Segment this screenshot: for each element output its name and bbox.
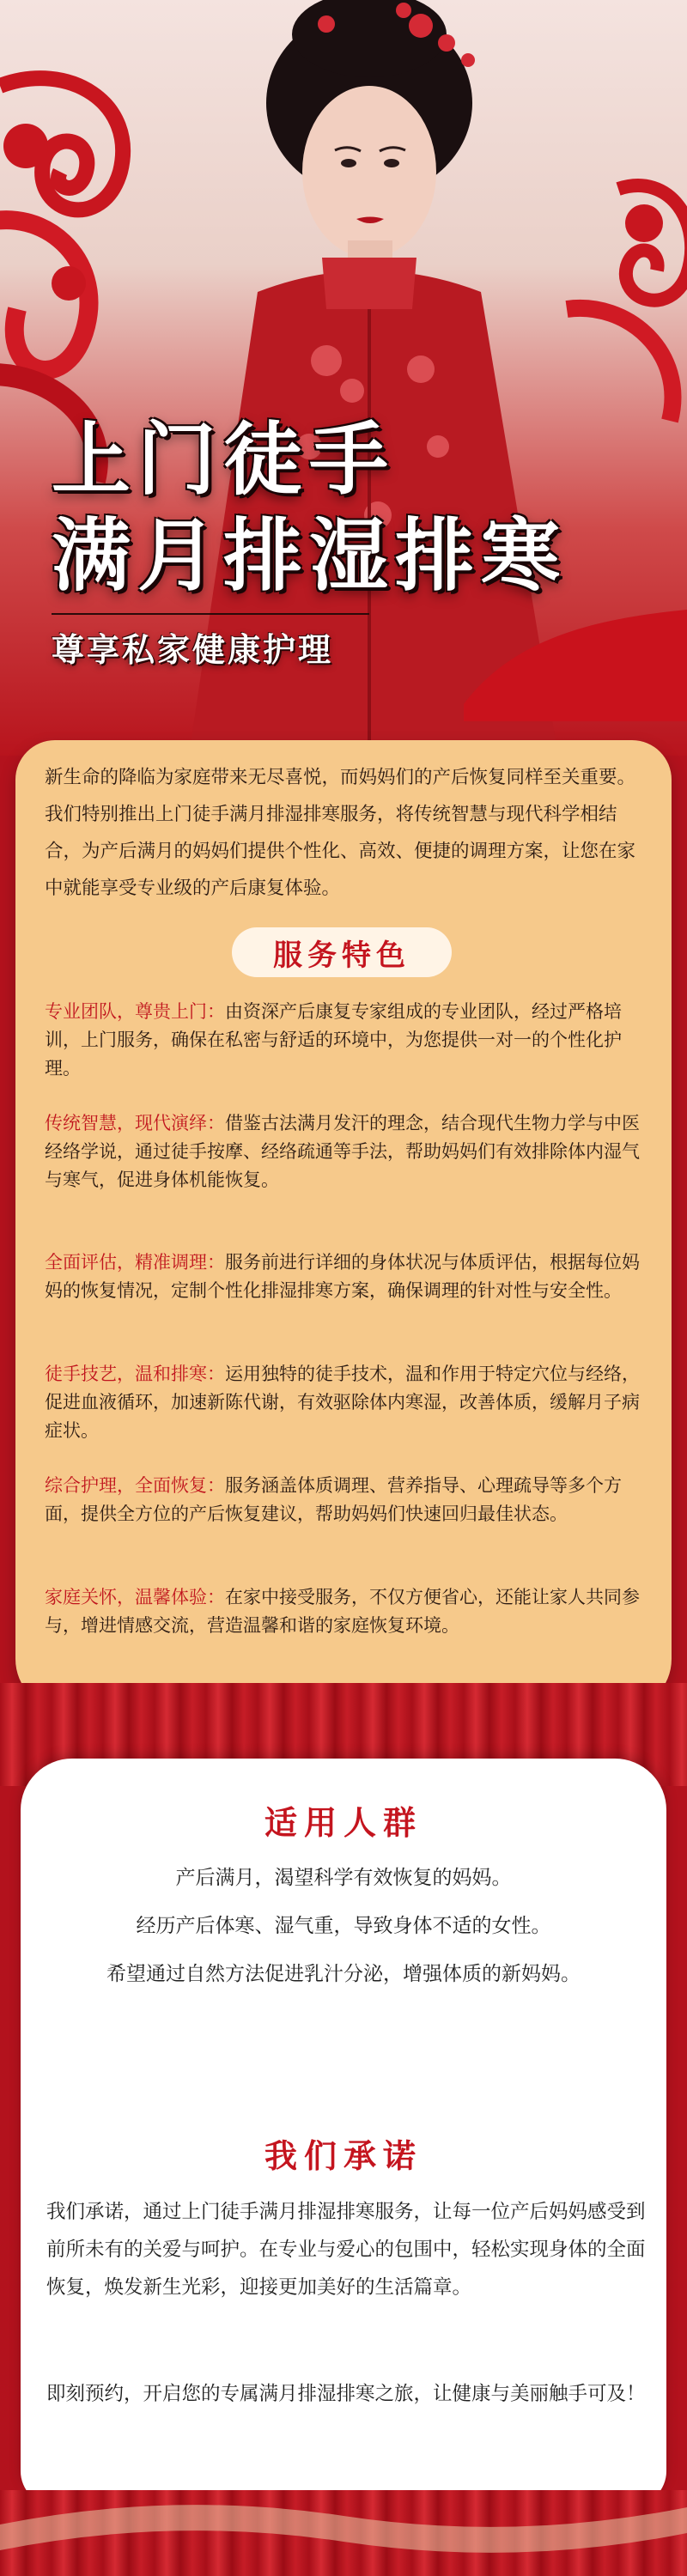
- feature-text: 借鉴古法满月发汗的理念，结合现代生物力学与中医经络学说，通过徒手按摩、经络疏通等手法，帮助妈妈们有效排除体内湿气与寒气，促进身体机能恢复。: [45, 1113, 640, 1190]
- feature-text: 服务涵盖体质调理、营养指导、心理疏导等多个方面，提供全方位的产后恢复建议，帮助妈妈们快速回归最佳状态。: [45, 1475, 622, 1524]
- feature-text: 运用独特的徒手技术，温和作用于特定穴位与经络，促进血液循环，加速新陈代谢，有效驱除体内寒湿，改善体质，缓解月子病症状。: [45, 1364, 640, 1441]
- footer-wave-decoration: [0, 2473, 687, 2576]
- features-title: 服务特色: [232, 927, 452, 977]
- feature-name: 徒手技艺，温和排寒：: [45, 1364, 225, 1384]
- feature-item: [45, 1360, 646, 1445]
- feature-name: 综合护理，全面恢复：: [45, 1475, 225, 1496]
- feature-text: 由资深产后康复专家组成的专业团队，经过严格培训，上门服务，确保在私密与舒适的环境中，为您提供一对一的个性化护理。: [45, 1001, 622, 1078]
- hero-title-line2: 满月排湿排寒: [52, 510, 568, 602]
- feature-name: 家庭关怀，温馨体验：: [45, 1587, 225, 1607]
- promise-title: 我们承诺: [264, 2137, 423, 2175]
- promise-paragraph: 我们承诺，通过上门徒手满月排湿排寒服务，让每一位产后妈妈感受到前所未有的关爱与呵护。在专业与爱心的包围中，轻松实现身体的全面恢复，焕发新生光彩，迎接更加美好的生活篇章。: [46, 2201, 646, 2299]
- feature-item: [45, 1583, 646, 1640]
- feature-item: [45, 1109, 646, 1194]
- feature-item: [45, 1249, 646, 1305]
- intro-card: [15, 740, 672, 1710]
- feature-name: 全面评估，精准调理：: [45, 1252, 225, 1273]
- feature-item: [45, 1472, 646, 1528]
- hero-title: [52, 412, 567, 605]
- feature-name: 传统智慧，现代演绎：: [45, 1113, 225, 1133]
- hero-subtitle: 尊享私家健康护理: [52, 631, 334, 669]
- feature-text: 服务前进行详细的身体状况与体质评估，根据每位妈妈的恢复情况，定制个性化排湿排寒方案，确保调理的针对性与安全性。: [45, 1252, 640, 1301]
- feature-item: [45, 998, 646, 1083]
- audience-promise-card: [21, 1759, 666, 2506]
- audience-line: 经历产后体寒、湿气重，导致身体不适的女性。: [136, 1915, 551, 1937]
- audience-title: 适用人群: [264, 1804, 423, 1842]
- feature-text: 在家中接受服务，不仅方便省心，还能让家人共同参与，增进情感交流，营造温馨和谐的家庭恢复环境。: [45, 1587, 640, 1636]
- audience-line: 希望通过自然方法促进乳汁分泌，增强体质的新妈妈。: [106, 1963, 581, 1985]
- hero-divider: [52, 613, 369, 615]
- feature-name: 专业团队，尊贵上门：: [45, 1001, 225, 1022]
- audience-line: 产后满月，渴望科学有效恢复的妈妈。: [175, 1867, 512, 1889]
- promise-call-to-action: 即刻预约，开启您的专属满月排湿排寒之旅，让健康与美丽触手可及！: [46, 2383, 646, 2405]
- intro-paragraph: 新生命的降临为家庭带来无尽喜悦，而妈妈们的产后恢复同样至关重要。我们特别推出上门徒手满月排湿排寒服务，将传统智慧与现代科学相结合，为产后满月的妈妈们提供个性化、高效、便捷的调理方案，让您在家中就能享受专业级的产后康复体验。: [45, 767, 636, 899]
- red-fabric-decoration: [464, 601, 687, 721]
- hero-banner: [0, 0, 687, 756]
- hero-title-line1: 上门徒手: [52, 414, 396, 506]
